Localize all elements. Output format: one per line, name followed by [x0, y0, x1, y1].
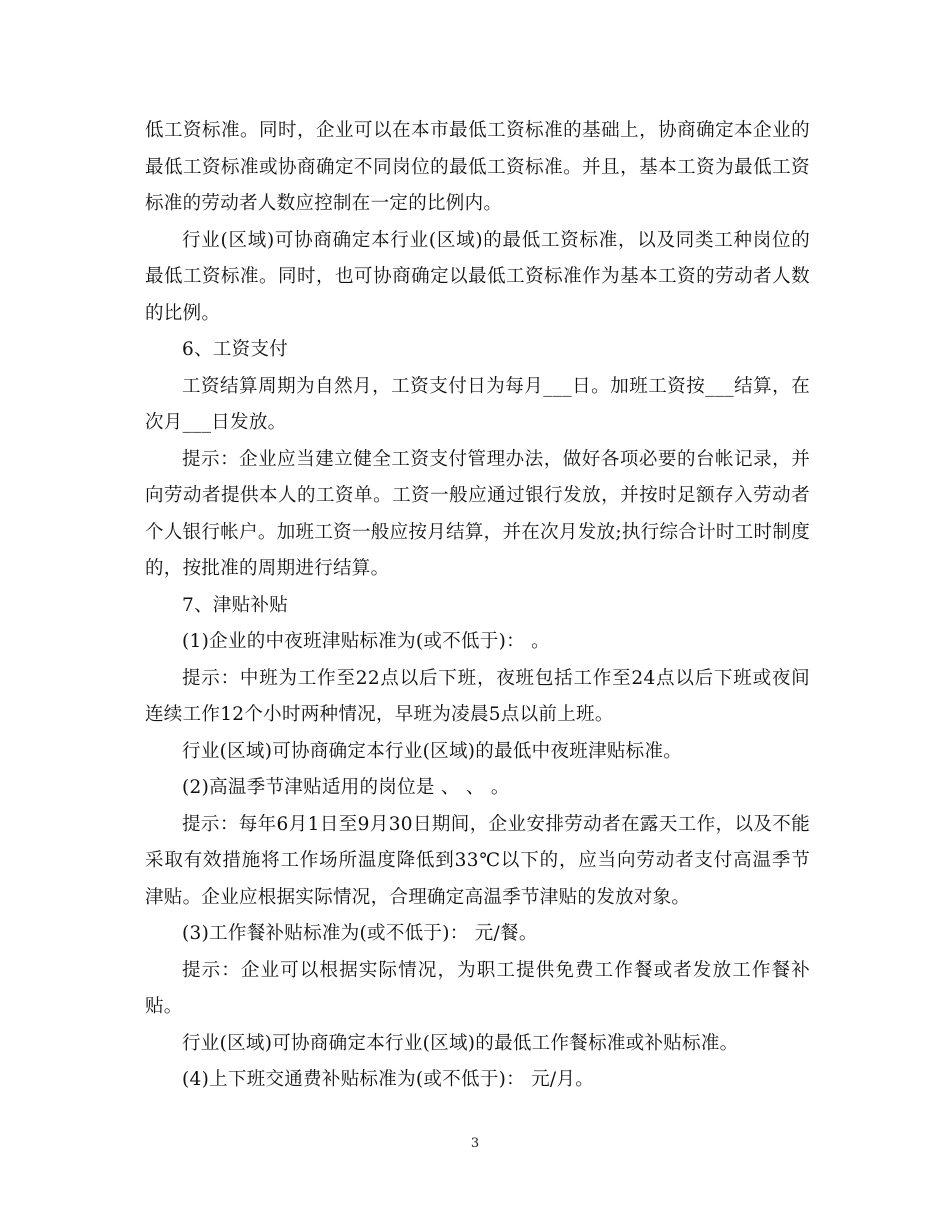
paragraph-high-temp-allowance: (2)高温季节津贴适用的岗位是 、 、 。: [182, 777, 510, 798]
paragraph-shift-allowance: (1)企业的中夜班津贴标准为(或不低于)： 。: [182, 631, 550, 652]
section-heading-allowances: 7、津贴补贴: [182, 594, 289, 616]
paragraph-industry-min-wage: 行业(区域)可协商确定本行业(区域)的最低工资标准，以及同类工种岗位的最低工资标准。同时，也可协商确定以最低工资标准作为基本工资的劳动者人数的比例。: [145, 229, 810, 324]
paragraph-meal-allowance: (3)工作餐补贴标准为(或不低于)： 元/餐。: [182, 923, 538, 944]
paragraph-settlement-period: 工资结算周期为自然月，工资支付日为每月___日。加班工资按___结算，在次月___日发放。: [145, 375, 810, 433]
paragraph-continued-min-wage: 低工资标准。同时，企业可以在本市最低工资标准的基础上，协商确定本企业的最低工资标准或协商确定不同岗位的最低工资标准。并且，基本工资为最低工资标准的劳动者人数应控制在一定的比例内。: [145, 120, 810, 214]
paragraph-meal-tip: 提示：企业可以根据实际情况，为职工提供免费工作餐或者发放工作餐补贴。: [145, 959, 810, 1017]
paragraph-commute-allowance: (4)上下班交通费补贴标准为(或不低于)： 元/月。: [182, 1069, 595, 1090]
paragraph-industry-meal-allowance: 行业(区域)可协商确定本行业(区域)的最低工作餐标准或补贴标准。: [182, 1032, 739, 1054]
paragraph-payment-tip: 提示：企业应当建立健全工资支付管理办法，做好各项必要的台帐记录，并向劳动者提供本人的工资单。工资一般应通过银行发放，并按时足额存入劳动者个人银行帐户。加班工资一般应按月结算，并在次月发放;执行综合计时工时制度的，按批准的周期进行结算。: [145, 448, 810, 579]
document-body: [145, 113, 810, 1099]
paragraph-high-temp-tip: 提示：每年6月1日至9月30日期间，企业安排劳动者在露天工作，以及不能采取有效措施将工作场所温度降低到33℃以下的，应当向劳动者支付高温季节津贴。企业应根据实际情况，合理确定高温季节津贴的发放对象。: [145, 813, 810, 908]
page-number: 3: [470, 1136, 480, 1151]
paragraph-shift-tip: 提示：中班为工作至22点以后下班，夜班包括工作至24点以后下班或夜间连续工作12个小时两种情况，早班为凌晨5点以前上班。: [145, 667, 810, 725]
section-heading-wage-payment: 6、工资支付: [182, 339, 289, 360]
paragraph-industry-shift-allowance: 行业(区域)可协商确定本行业(区域)的最低中夜班津贴标准。: [182, 740, 683, 762]
